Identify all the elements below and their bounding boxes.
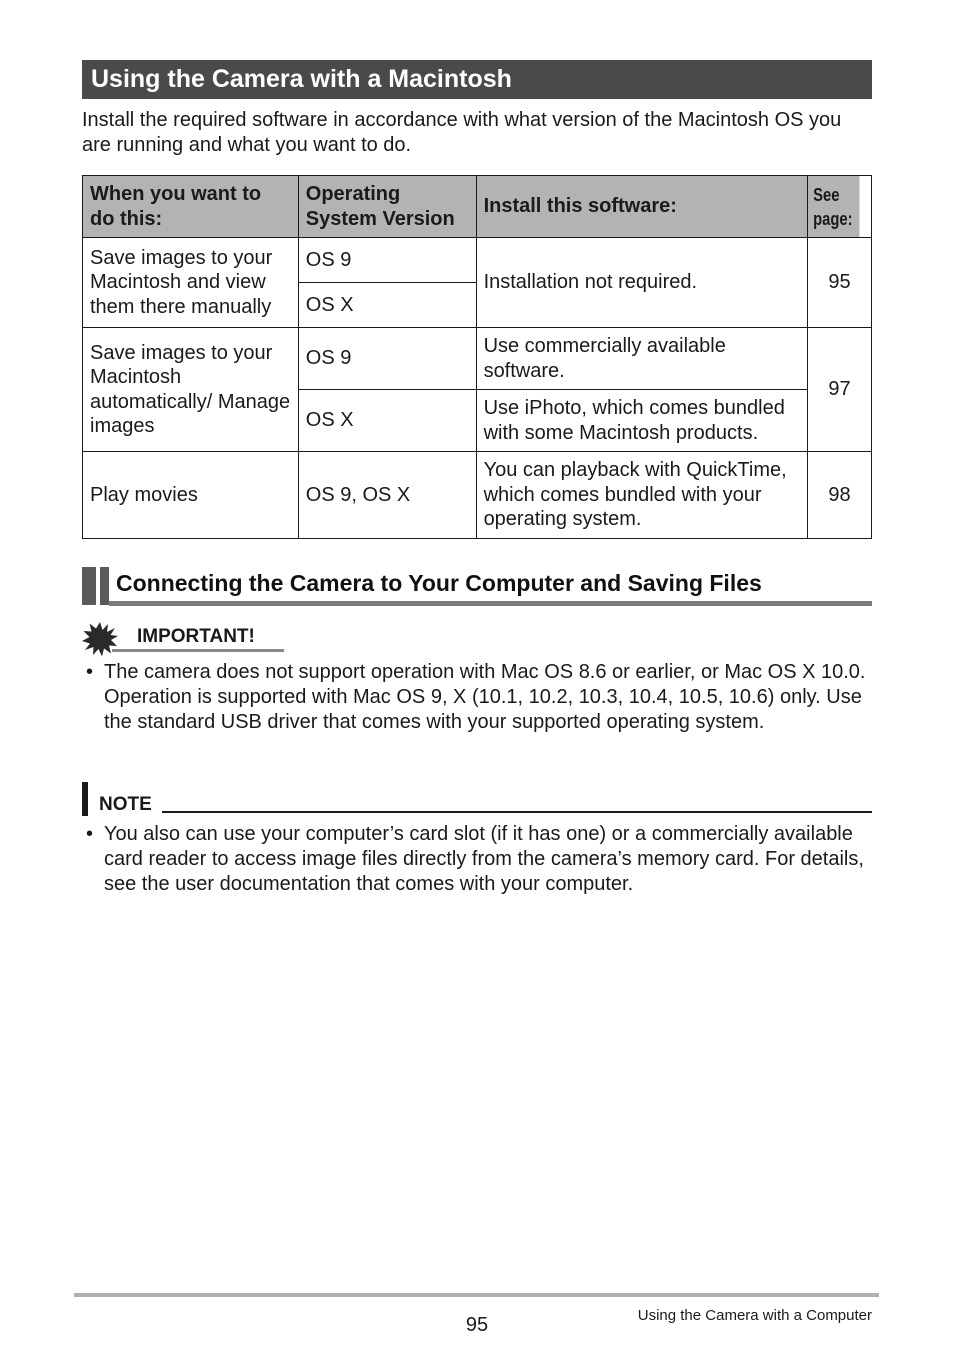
bullet-text: The camera does not support operation with Mac OS 8.6 or earlier, or Mac OS X 10.0. Operation is supported with Mac OS 9, X (10.1, 10.2, 10.3, 10.4, 10.5, 10.6) only. Use the standard USB driver that comes with your supported operating system. [104,661,866,733]
footer-chapter: Using the Camera with a Computer [637,1307,872,1324]
table-header-row [83,176,872,238]
cell-os: OS X [298,390,476,452]
cell-os: OS 9, OS X [298,452,476,539]
note-text: NOTE [99,794,152,815]
table-row [83,452,872,539]
subheading-text: Connecting the Camera to Your Computer and Saving Files [116,570,762,596]
bullet-marker: • [86,823,94,845]
subheading-marker [100,567,109,605]
subheading-marker [82,567,96,605]
note-rule [162,811,872,813]
bullet-marker: • [86,661,94,683]
important-text: IMPORTANT! [137,626,255,647]
cell-software: You can playback with QuickTime, which comes bundled with your operating system. [476,452,807,539]
cell-page: 97 [807,328,871,452]
section-title: Using the Camera with a Macintosh [82,60,872,99]
header-task: When you want to do this: [83,176,299,238]
cell-os: OS 9 [298,328,476,390]
page-number: 95 [465,1314,489,1336]
header-software: Install this software: [476,176,807,238]
note-marker [82,782,88,816]
cell-software: Use commercially available software. [476,328,807,390]
cell-software: Use iPhoto, which comes bundled with some Macintosh products. [476,390,807,452]
header-see-page: See page: [807,176,859,238]
important-bullet [82,660,872,735]
subheading-rule [109,601,872,606]
header-os: Operating System Version [298,176,476,238]
footer-rule [74,1293,879,1297]
cell-task: Save images to your Macintosh and view them there manually [83,238,299,328]
cell-page: 98 [807,452,871,539]
bullet-text: You also can use your computer’s card slot (if it has one) or a commercially available card reader to access image files directly from the camera’s memory card. For details, see the user documentation that comes with your computer. [104,823,864,895]
cell-page: 95 [807,238,871,328]
note-label [82,782,872,816]
subheading [82,567,872,607]
software-table [82,175,872,539]
cell-software: Installation not required. [476,238,807,328]
cell-task: Play movies [83,452,299,539]
note-bullet [82,822,872,897]
important-underline [112,649,284,652]
intro-paragraph: Install the required software in accordance with what version of the Macintosh OS you are running and what you want to do. [82,109,842,156]
table-row [83,328,872,390]
cell-os: OS 9 [298,238,476,283]
cell-os: OS X [298,283,476,328]
cell-task: Save images to your Macintosh automatically/ Manage images [83,328,299,452]
table-row [83,238,872,283]
important-label [82,621,287,655]
